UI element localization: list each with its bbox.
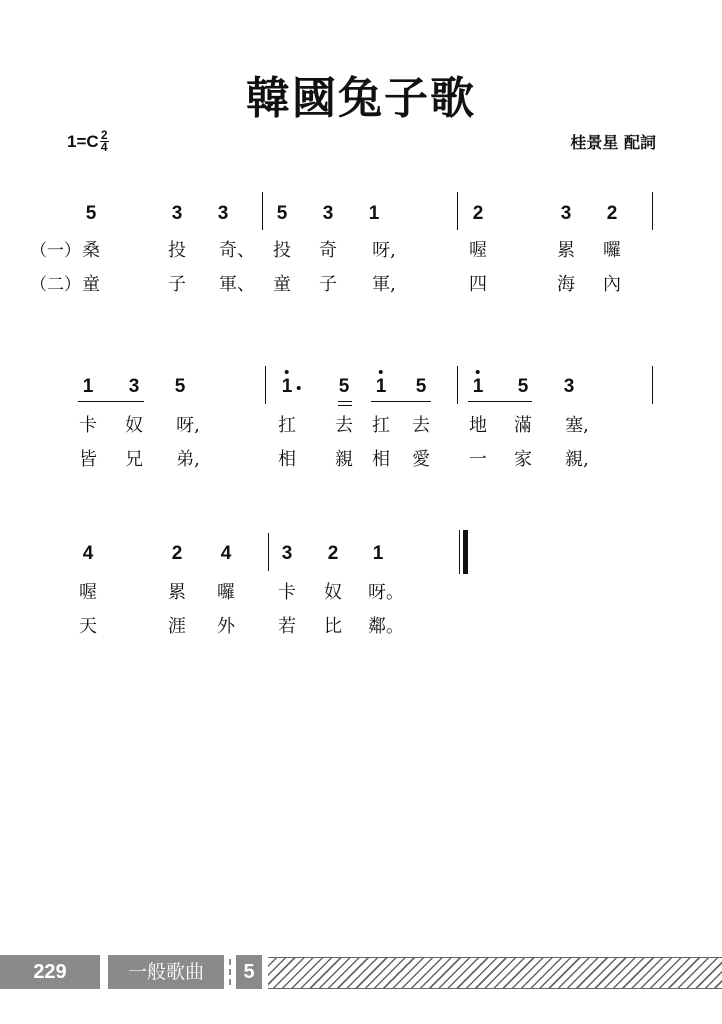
lyric: 海 <box>557 274 575 295</box>
note: 3 <box>560 203 572 224</box>
lyric: 呀。 <box>368 582 404 603</box>
bar-line <box>457 192 458 230</box>
lyric: 奇 <box>319 240 337 261</box>
lyric: 親, <box>565 449 589 470</box>
note: 3 <box>128 376 140 397</box>
sixteenth-underline-1 <box>338 401 352 402</box>
lyric: 累 <box>557 240 575 261</box>
lyric: 家 <box>514 449 532 470</box>
lyric: 子 <box>168 274 186 295</box>
footer-hatch-band <box>268 957 722 989</box>
lyric: 相 <box>372 449 390 470</box>
lyric: 桑 <box>82 240 100 261</box>
lyric: 投 <box>168 240 186 261</box>
lyric: 兄 <box>125 449 143 470</box>
lyric: 愛 <box>412 449 430 470</box>
note: 5 <box>415 376 427 397</box>
lyric: 軍、 <box>219 274 255 295</box>
page-footer <box>0 955 722 989</box>
note: 4 <box>220 543 232 564</box>
note-high: 1 <box>473 376 484 398</box>
lyric: 地 <box>469 415 487 436</box>
note: 2 <box>171 543 183 564</box>
eighth-underline <box>78 401 144 402</box>
lyric: 呀, <box>176 415 200 436</box>
lyric: 童 <box>82 274 100 295</box>
bar-line <box>457 366 458 404</box>
lyric: 四 <box>469 274 487 295</box>
lyric: 親 <box>335 449 353 470</box>
note: 2 <box>606 203 618 224</box>
note: 3 <box>171 203 183 224</box>
lyric: 去 <box>335 415 353 436</box>
sixteenth-underline-2 <box>338 405 352 406</box>
bar-line <box>652 366 653 404</box>
lyric: 塞, <box>565 415 589 436</box>
time-signature <box>100 130 109 153</box>
lyric: 奴 <box>125 415 143 436</box>
lyric: 扛 <box>372 415 390 436</box>
note: 5 <box>276 203 288 224</box>
song-title: 韓國兔子歌 <box>246 73 476 124</box>
note: 1 <box>372 543 384 564</box>
lyric: 呀, <box>372 240 396 261</box>
lyric: 皆 <box>79 449 97 470</box>
lyric: 外 <box>217 616 235 637</box>
bar-line <box>652 192 653 230</box>
lyric: 童 <box>273 274 291 295</box>
bar-line <box>262 192 263 230</box>
eighth-underline <box>371 401 431 402</box>
category-label: 一般歌曲 <box>108 955 224 989</box>
note: 3 <box>563 376 575 397</box>
lyric: 喔 <box>469 240 487 261</box>
lyric: 累 <box>168 582 186 603</box>
note: 2 <box>327 543 339 564</box>
footer-divider <box>229 959 234 985</box>
lyric: 弟, <box>176 449 200 470</box>
verse-label-1: （一） <box>30 241 81 261</box>
lyric: 去 <box>412 415 430 436</box>
note: 1 <box>368 203 380 224</box>
note: 3 <box>322 203 334 224</box>
verse-label-2: （二） <box>30 275 81 295</box>
page-number: 229 <box>0 955 100 989</box>
final-bar-thin <box>459 530 460 574</box>
note: 5 <box>85 203 97 224</box>
note: 1 <box>82 376 94 397</box>
lyric: 扛 <box>278 415 296 436</box>
note: 3 <box>217 203 229 224</box>
lyric: 囉 <box>603 240 621 261</box>
lyric: 相 <box>278 449 296 470</box>
note: 3 <box>281 543 293 564</box>
lyric: 卡 <box>278 582 296 603</box>
time-bottom: 4 <box>100 140 108 154</box>
note-high: 1 <box>376 376 387 398</box>
note: 4 <box>82 543 94 564</box>
lyric: 涯 <box>168 616 186 637</box>
note: 5 <box>517 376 529 397</box>
section-number: 5 <box>236 955 262 989</box>
lyricist-credit: 桂景星 配詞 <box>570 133 656 152</box>
lyric: 卡 <box>79 415 97 436</box>
augmentation-dot <box>296 386 300 390</box>
note: 5 <box>338 376 350 397</box>
lyric: 一 <box>469 449 487 470</box>
eighth-underline <box>468 401 532 402</box>
time-top: 2 <box>100 128 108 142</box>
lyric: 奇、 <box>219 240 255 261</box>
lyric: 軍, <box>372 274 396 295</box>
bar-line <box>268 533 269 571</box>
note: 5 <box>174 376 186 397</box>
lyric: 天 <box>79 616 97 637</box>
lyric: 滿 <box>514 415 532 436</box>
key-label: 1=C <box>67 131 99 151</box>
bar-line <box>265 366 266 404</box>
lyric: 子 <box>319 274 337 295</box>
note-high: 1 <box>282 376 293 398</box>
key-signature <box>67 130 109 153</box>
lyric: 喔 <box>79 582 97 603</box>
lyric: 鄰。 <box>368 616 404 637</box>
lyric: 奴 <box>324 582 342 603</box>
lyric: 若 <box>278 616 296 637</box>
final-bar-thick <box>463 530 468 574</box>
note: 2 <box>472 203 484 224</box>
lyric: 內 <box>603 274 621 295</box>
lyric: 投 <box>273 240 291 261</box>
lyric: 比 <box>324 616 342 637</box>
lyric: 囉 <box>217 582 235 603</box>
